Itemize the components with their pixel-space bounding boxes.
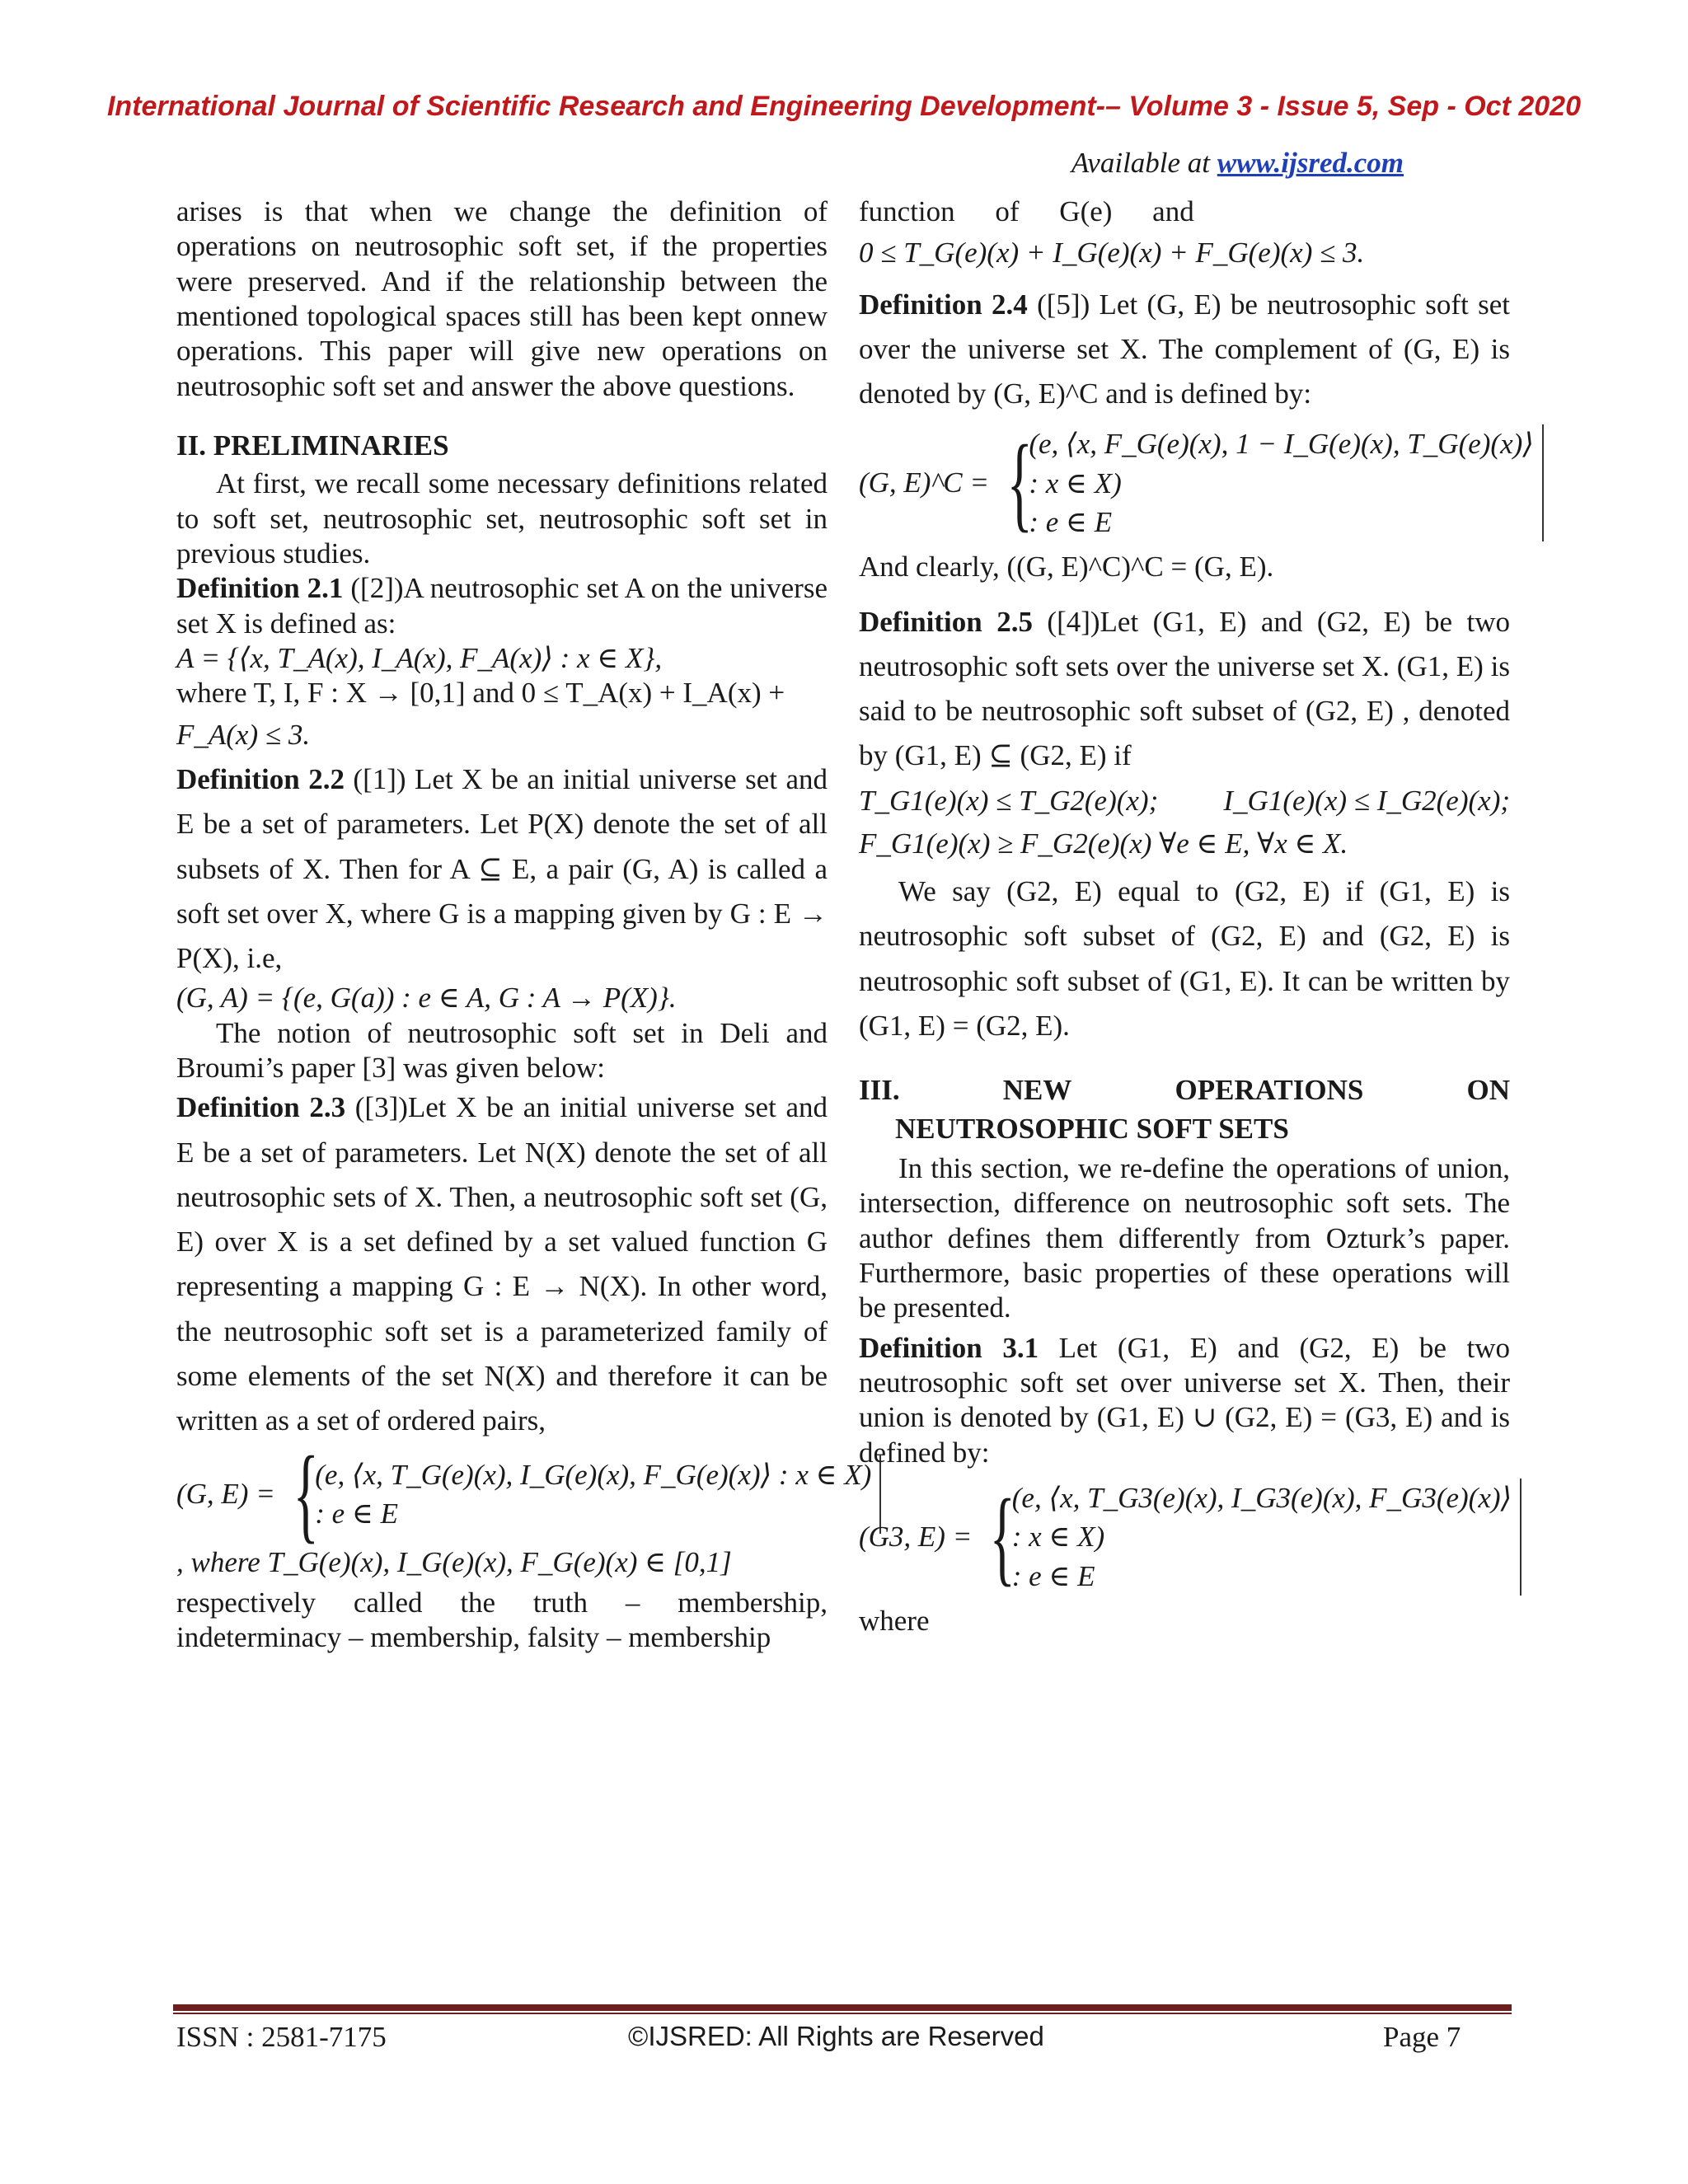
section-3-heading-line-2: NEUTROSOPHIC SOFT SETS: [895, 1112, 1289, 1145]
definition-2-5-condition-t: T_G1(e)(x) ≤ T_G2(e)(x);: [859, 784, 1159, 817]
definition-2-3-label: Definition 2.3: [176, 1091, 346, 1124]
section-3-intro: In this section, we re-define the operations of union, intersection, difference on neutrosophic soft sets. The author defines them differently from Ozturk’s paper. Furthermore, basic properties of these operations will be presented.: [859, 1151, 1510, 1324]
definition-2-4-line-2: : x ∈ X): [1029, 466, 1122, 499]
definition-2-3-lhs: (G, E) =: [176, 1478, 275, 1511]
definition-2-2-equation: (G, A) = {(e, G(a)) : e ∈ A, G : A → P(X)}.: [176, 982, 677, 1015]
continued-inequality: 0 ≤ T_G(e)(x) + I_G(e)(x) + F_G(e)(x) ≤ 3.: [859, 237, 1365, 269]
section-2-heading: II. PRELIMINARIES: [176, 429, 449, 462]
definition-2-1-label: Definition 2.1: [176, 572, 344, 605]
equality-paragraph: We say (G2, E) equal to (G2, E) if (G1, E) is neutrosophic soft subset of (G2, E) and (G2, E) is neutrosophic soft subset of (G1, E). It can be written by (G1, E) = (G2, E).: [859, 875, 1510, 1042]
journal-url-link[interactable]: www.ijsred.com: [1217, 147, 1404, 179]
definition-2-5-label: Definition 2.5: [859, 605, 1033, 638]
footer-page-number: Page 7: [1383, 2021, 1461, 2053]
availability-line: [1071, 147, 1404, 180]
definition-3-1-line-3: : e ∈ E: [1011, 1559, 1095, 1592]
definition-2-4-clearly: And clearly, ((G, E)^C)^C = (G, E).: [859, 551, 1274, 583]
definition-3-1-line-2: : x ∈ X): [1011, 1521, 1105, 1554]
definition-2-3-text: ([3])Let X be an initial universe set and E be a set of parameters. Let N(X) denote the set of all neutrosophic sets of X. Then, a neutrosophic soft set (G, E) over X is a set defined by a set valued function G representing a mapping G : E → N(X). In other word, the neutrosophic soft set is a parameterized family of some elements of the set N(X) and therefore it can be written as a set of ordered pairs,: [176, 1091, 828, 1437]
intro-paragraph: arises is that when we change the definition of operations on neutrosophic soft set, if the properties were preserved. And if the relationship between the mentioned topological spaces still has been kept onnew operations. This paper will give new operations on neutrosophic soft set and answer the above questions.: [176, 195, 828, 402]
definition-2-4-label: Definition 2.4: [859, 288, 1028, 321]
footer-rule-thick: [173, 2004, 1512, 2011]
definition-2-2-text: ([1]) Let X be an initial universe set and E be a set of parameters. Let P(X) denote the set of all subsets of X. Then for A ⊆ E, a pair (G, A) is called a soft set over X, where G is a mapping given by G : E → P(X), i.e,: [176, 763, 828, 975]
definition-2-1: [176, 571, 828, 641]
section-3-word-2: OPERATIONS: [1175, 1074, 1364, 1107]
definition-2-4-lhs: (G, E)^C =: [859, 466, 989, 499]
definition-2-4-brace-body: [1029, 424, 1544, 541]
definition-2-5-conditions: [859, 784, 1510, 818]
definition-2-1-equation: A = {⟨x, T_A(x), I_A(x), F_A(x)⟩ : x ∈ X},: [176, 642, 663, 675]
definition-2-3-tail: respectively called the truth – membership, indeterminacy – membership, falsity – membership: [176, 1586, 828, 1654]
section-3-word-1: NEW: [1002, 1074, 1072, 1107]
definition-2-5-text: ([4])Let (G1, E) and (G2, E) be two neutrosophic soft sets over the universe set X. (G1, E) is said to be neutrosophic soft subset of (G2, E) , denoted by (G1, E) ⊆ (G2, E) if: [859, 605, 1510, 772]
left-brace-icon: {: [1006, 424, 1033, 543]
definition-2-1-where: where T, I, F : X → [0,1] and 0 ≤ T_A(x) + I_A(x) +: [176, 677, 785, 710]
notion-paragraph: The notion of neutrosophic soft set in Deli and Broumi’s paper [3] was given below:: [176, 1016, 828, 1085]
definition-3-1-where: where: [859, 1604, 930, 1637]
definition-3-1-brace-body: [1012, 1479, 1522, 1596]
definition-2-2-label: Definition 2.2: [176, 763, 345, 796]
definition-3-1-text: Let (G1, E) and (G2, E) be two neutrosophic soft set over universe set X. Then, their union is denoted by (G1, E) ∪ (G2, E) = (G3, E) and is defined by:: [859, 1331, 1510, 1469]
footer-rule-thin: [173, 2013, 1512, 2014]
definition-3-1-label: Definition 3.1: [859, 1331, 1039, 1364]
definition-2-1-text: ([2])A neutrosophic set A on the universe set X is defined as:: [176, 572, 828, 640]
definition-2-2: [176, 757, 828, 981]
definition-2-3: [176, 1085, 828, 1443]
definition-3-1-line-1: (e, ⟨x, T_G3(e)(x), I_G3(e)(x), F_G3(e)(x)⟩: [1011, 1482, 1512, 1514]
footer-copyright: ©IJSRED: All Rights are Reserved: [628, 2021, 1044, 2051]
definition-2-3-line-1: (e, ⟨x, T_G(e)(x), I_G(e)(x), F_G(e)(x)⟩ : x ∈ X): [315, 1459, 872, 1492]
section-2-intro: At first, we recall some necessary definitions related to soft set, neutrosophic set, neutrosophic soft set in previous studies.: [176, 467, 828, 570]
definition-2-5-condition-f: F_G1(e)(x) ≥ F_G2(e)(x) ∀e ∈ E, ∀x ∈ X.: [859, 827, 1348, 860]
definition-2-5-condition-i: I_G1(e)(x) ≤ I_G2(e)(x);: [1223, 784, 1510, 817]
definition-2-5: [859, 600, 1510, 779]
section-3-heading: [859, 1073, 1510, 1108]
section-3-word-3: ON: [1466, 1074, 1510, 1107]
left-brace-icon: {: [293, 1435, 319, 1554]
definition-2-4-equation: [859, 424, 1534, 543]
footer-issn: ISSN : 2581-7175: [176, 2021, 387, 2053]
definition-2-4-line-1: (e, ⟨x, F_G(e)(x), 1 − I_G(e)(x), T_G(e)(x)⟩: [1029, 428, 1534, 461]
left-column: [176, 194, 872, 1655]
definition-2-4: [859, 283, 1510, 417]
left-brace-icon: {: [989, 1477, 1016, 1596]
definition-2-3-where: , where T_G(e)(x), I_G(e)(x), F_G(e)(x) ∈ [0,1]: [176, 1546, 732, 1579]
definition-3-1-lhs: (G3, E) =: [859, 1520, 973, 1553]
definition-3-1-equation: [859, 1479, 1510, 1596]
definition-3-1: [859, 1331, 1510, 1470]
continued-function: function of G(e) and: [859, 195, 1194, 227]
definition-2-3-brace-body: [315, 1455, 881, 1534]
right-column: [859, 194, 1534, 1638]
definition-2-3-equation: [176, 1435, 872, 1554]
journal-header: International Journal of Scientific Research and Engineering Development-– Volume 3 - Issue 5, Sep - Oct 2020: [106, 91, 1581, 122]
available-prefix: Available at: [1071, 147, 1217, 179]
definition-2-1-where-cont: F_A(x) ≤ 3.: [176, 718, 311, 751]
definition-2-4-text: ([5]) Let (G, E) be neutrosophic soft set over the universe set X. The complement of (G, E) is denoted by (G, E)^C and is defined by:: [859, 288, 1510, 410]
definition-2-3-line-2: : e ∈ E: [315, 1497, 398, 1530]
section-3-number: III.: [859, 1074, 900, 1107]
definition-2-4-line-3: : e ∈ E: [1029, 505, 1113, 538]
